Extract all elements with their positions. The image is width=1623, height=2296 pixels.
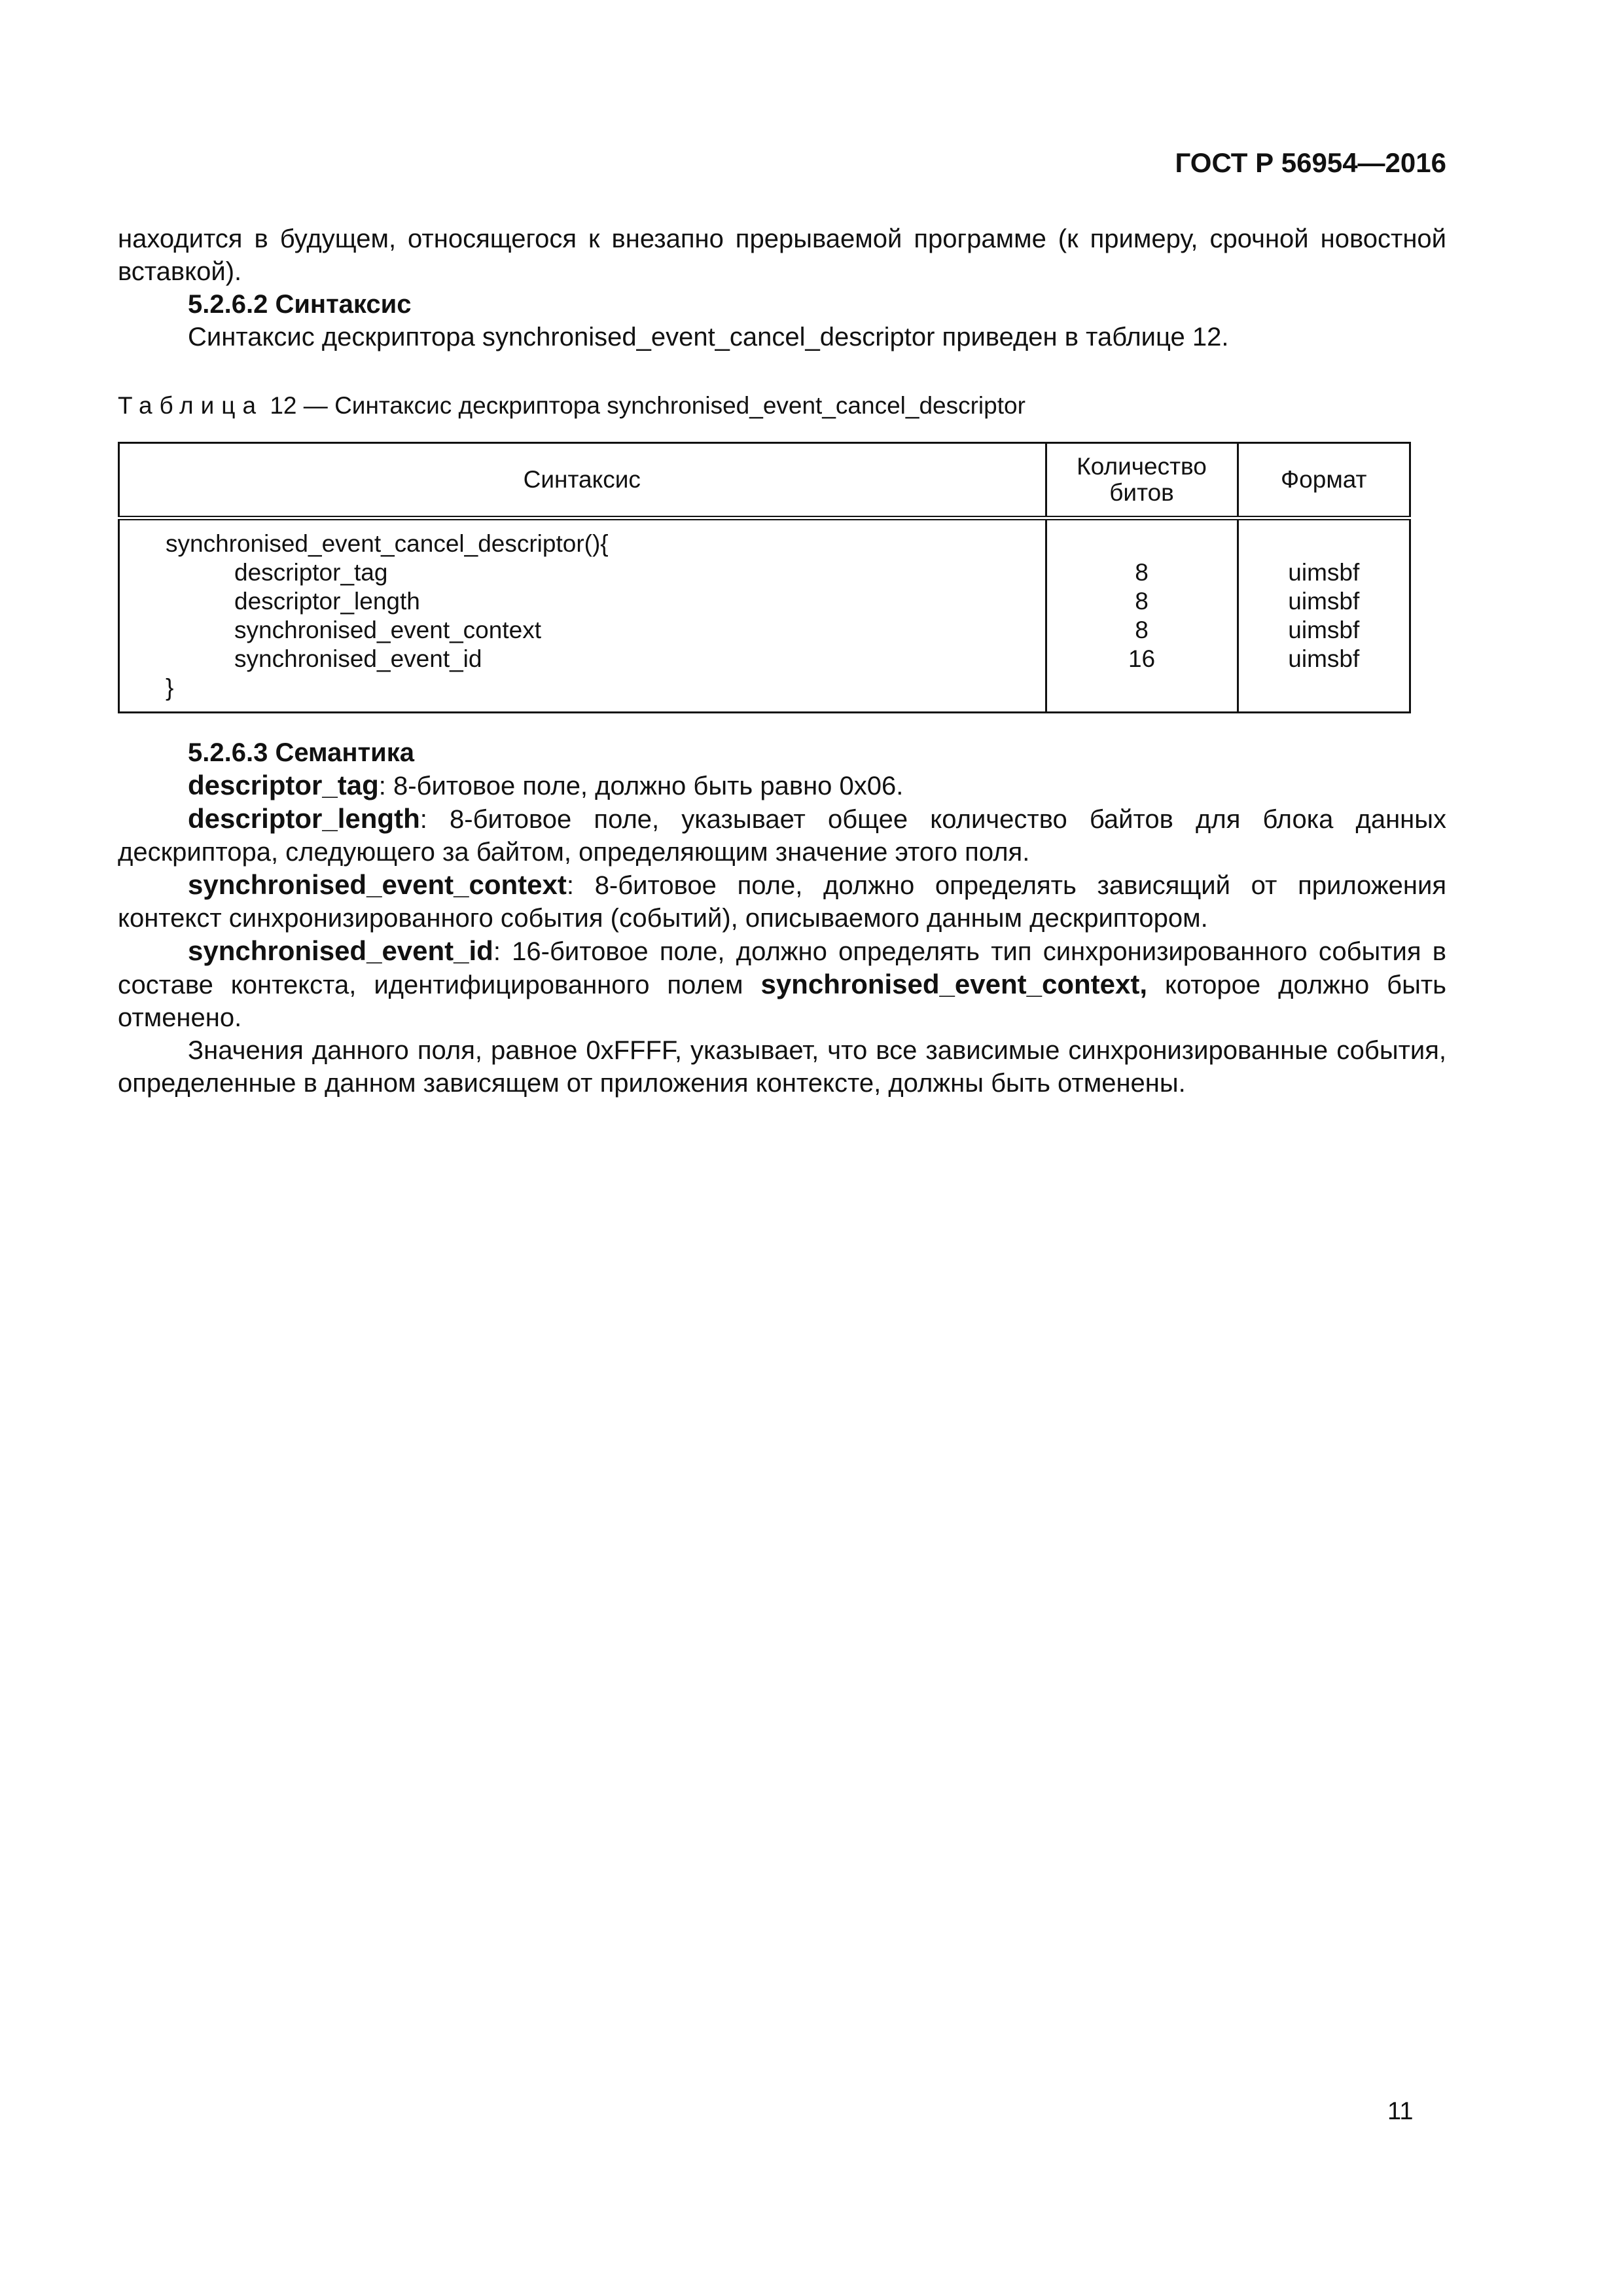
semantics-description: : 8-битовое поле, указывает общее количество байтов для блока данных дескриптора, следующего за байтом, определяющим значение этого поля.	[118, 805, 1446, 867]
semantics-description: : 8-битовое поле, должно быть равно 0x06.	[378, 772, 904, 800]
syntax-table	[118, 442, 1411, 713]
semantics-description: : 8-битовое поле, должно определять зависящий от приложения контекст синхронизированного события (событий), описываемого данным дескриптором.	[118, 871, 1446, 933]
intro-section	[118, 223, 1446, 353]
format-value: uimsbf	[1288, 588, 1360, 615]
syntax-field: synchronised_event_id	[234, 645, 482, 672]
semantics-term-inline: synchronised_event_context,	[760, 969, 1148, 999]
header-bits	[1046, 443, 1238, 518]
semantics-description: : 16-битовое поле, должно определять тип синхронизированного события в составе контекста, идентифицированного полем	[118, 937, 1446, 999]
page-number: 11	[1387, 2098, 1414, 2125]
semantics-section	[118, 736, 1446, 1100]
document-header: ГОСТ Р 56954—2016	[1175, 147, 1446, 178]
bits-cell	[1046, 518, 1238, 713]
table-caption-label: Таблица	[118, 392, 264, 419]
section-text-syntax: Синтаксис дескриптора synchronised_event_cancel_descriptor приведен в таблице 12.	[188, 323, 1229, 351]
semantics-item	[118, 769, 1446, 802]
format-value: uimsbf	[1288, 617, 1360, 643]
syntax-open-line: synchronised_event_cancel_descriptor(){	[166, 530, 609, 557]
bits-value: 8	[1135, 588, 1149, 615]
table-body-row	[119, 518, 1410, 713]
section-heading-semantics: 5.2.6.3 Семантика	[188, 738, 414, 767]
section-heading-syntax: 5.2.6.2 Синтаксис	[188, 290, 412, 319]
header-format: Формат	[1238, 443, 1410, 518]
final-paragraph: Значения данного поля, равное 0xFFFF, указывает, что все зависимые синхронизированные события, определенные в данном зависящем от приложения контексте, должны быть отменены.	[118, 1036, 1446, 1098]
format-value: uimsbf	[1288, 559, 1360, 586]
syntax-field: descriptor_tag	[234, 559, 388, 586]
semantics-item	[118, 802, 1446, 869]
semantics-description-tail: которое должно быть отменено.	[118, 971, 1446, 1032]
syntax-cell	[119, 518, 1046, 713]
syntax-close-line: }	[166, 674, 174, 701]
semantics-term: descriptor_length	[188, 803, 420, 834]
syntax-field: synchronised_event_context	[234, 617, 541, 643]
table-caption-text: 12 — Синтаксис дескриптора synchronised_event_cancel_descriptor	[263, 392, 1026, 419]
format-value: uimsbf	[1288, 645, 1360, 672]
semantics-term: descriptor_tag	[188, 770, 379, 800]
format-cell	[1238, 518, 1410, 713]
table-caption	[118, 389, 1026, 422]
bits-value: 8	[1135, 617, 1149, 643]
semantics-item	[118, 935, 1446, 1034]
table-header-row	[119, 443, 1410, 518]
semantics-item	[118, 869, 1446, 935]
bits-value: 8	[1135, 559, 1149, 586]
syntax-field: descriptor_length	[234, 588, 420, 615]
header-syntax: Синтаксис	[119, 443, 1046, 518]
header-bits-label: Количество битов	[1077, 453, 1207, 506]
semantics-term: synchronised_event_id	[188, 935, 493, 966]
semantics-term: synchronised_event_context	[188, 869, 567, 900]
bits-value: 16	[1128, 645, 1156, 672]
continuation-paragraph: находится в будущем, относящегося к внезапно прерываемой программе (к примеру, срочной новостной вставкой).	[118, 224, 1446, 286]
